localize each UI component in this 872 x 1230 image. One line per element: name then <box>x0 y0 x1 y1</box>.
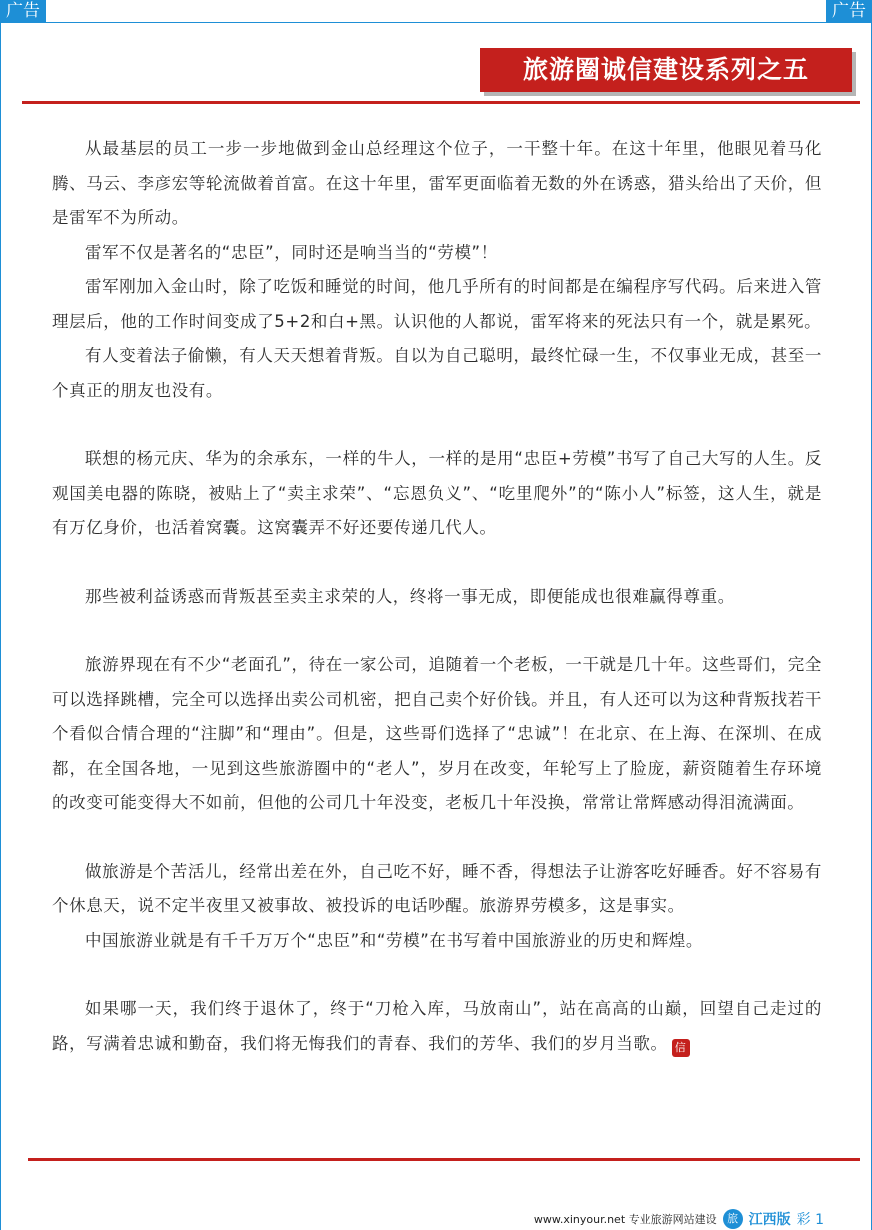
page-footer <box>534 1208 824 1230</box>
footer-site-text: www.xinyour.net 专业旅游网站建设 <box>533 1213 717 1226</box>
seal-icon: 信 <box>672 1039 690 1057</box>
frame-top-border <box>0 22 872 23</box>
edition-label: 江西版 <box>748 1212 791 1228</box>
paragraph-7: 旅游界现在有不少“老面孔”，待在一家公司，追随着一个老板，一干就是几十年。这些哥们，完全可以选择跳槽，完全可以选择出卖公司机密，把自己卖个好价钱。并且，有人还可以为这种背叛找若干个看似合情合理的“注脚”和“理由”。但是，这些哥们选择了“忠诚”！在北京、在上海、在深圳、在成都，在全国各地，一见到这些旅游圈中的“老人”，岁月在改变，年轮写上了脸庞，薪资随着生存环境的改变可能变得大不如前，但他的公司几十年没变，老板几十年没换，常常让常辉感动得泪流满面。 <box>52 655 822 812</box>
paragraph-10 <box>52 992 822 1061</box>
paragraph-3: 雷军刚加入金山时，除了吃饭和睡觉的时间，他几乎所有的时间都是在编程序写代码。后来进入管理层后，他的工作时间变成了5+2和白+黑。认识他的人都说，雷军将来的死法只有一个，就是累死。 <box>52 277 822 331</box>
paragraph-9: 中国旅游业就是有千千万万个“忠臣”和“劳模”在书写着中国旅游业的历史和辉煌。 <box>85 930 703 950</box>
paragraph-4: 有人变着法子偷懒，有人天天想着背叛。自以为自己聪明，最终忙碌一生，不仅事业无成，甚至一个真正的朋友也没有。 <box>52 346 822 400</box>
page-number: 彩 1 <box>796 1212 824 1228</box>
paragraph-8: 做旅游是个苦活儿，经常出差在外，自己吃不好，睡不香，得想法子让游客吃好睡香。好不容易有个休息天，说不定半夜里又被事故、被投诉的电话吵醒。旅游界劳模多，这是事实。 <box>52 861 822 915</box>
paragraph-5: 联想的杨元庆、华为的余承东，一样的牛人，一样的是用“忠臣+劳模”书写了自己大写的人生。反观国美电器的陈晓，被贴上了“卖主求荣”、“忘恩负义”、“吃里爬外”的“陈小人”标签，这人生，就是有万亿身价，也活着窝囊。这窝囊弄不好还要传递几代人。 <box>52 449 822 537</box>
frame-left-border <box>0 22 1 1230</box>
paragraph-1: 从最基层的员工一步一步地做到金山总经理这个位子，一干整十年。在这十年里，他眼见着马化腾、马云、李彦宏等轮流做着首富。在这十年里，雷军更面临着无数的外在诱惑，猎头给出了天价，但是雷军不为所动。 <box>52 139 822 227</box>
paragraph-10-text: 如果哪一天，我们终于退休了，终于“刀枪入库，马放南山”，站在高高的山巅，回望自己走过的路，写满着忠诚和勤奋，我们将无悔我们的青春、我们的芳华、我们的岁月当歌。 <box>52 999 822 1053</box>
top-divider <box>22 101 860 104</box>
brand-logo-icon: 旅 <box>723 1209 743 1229</box>
article-body <box>52 132 822 1061</box>
paragraph-2: 雷军不仅是著名的“忠臣”，同时还是响当当的“劳模”！ <box>85 242 498 262</box>
bottom-divider <box>28 1158 860 1161</box>
ad-label-left: 广告 <box>0 0 46 22</box>
ad-label-right: 广告 <box>826 0 872 22</box>
paragraph-6: 那些被利益诱惑而背叛甚至卖主求荣的人，终将一事无成，即便能成也很难赢得尊重。 <box>85 586 735 606</box>
series-title-banner: 旅游圈诚信建设系列之五 <box>480 48 852 92</box>
